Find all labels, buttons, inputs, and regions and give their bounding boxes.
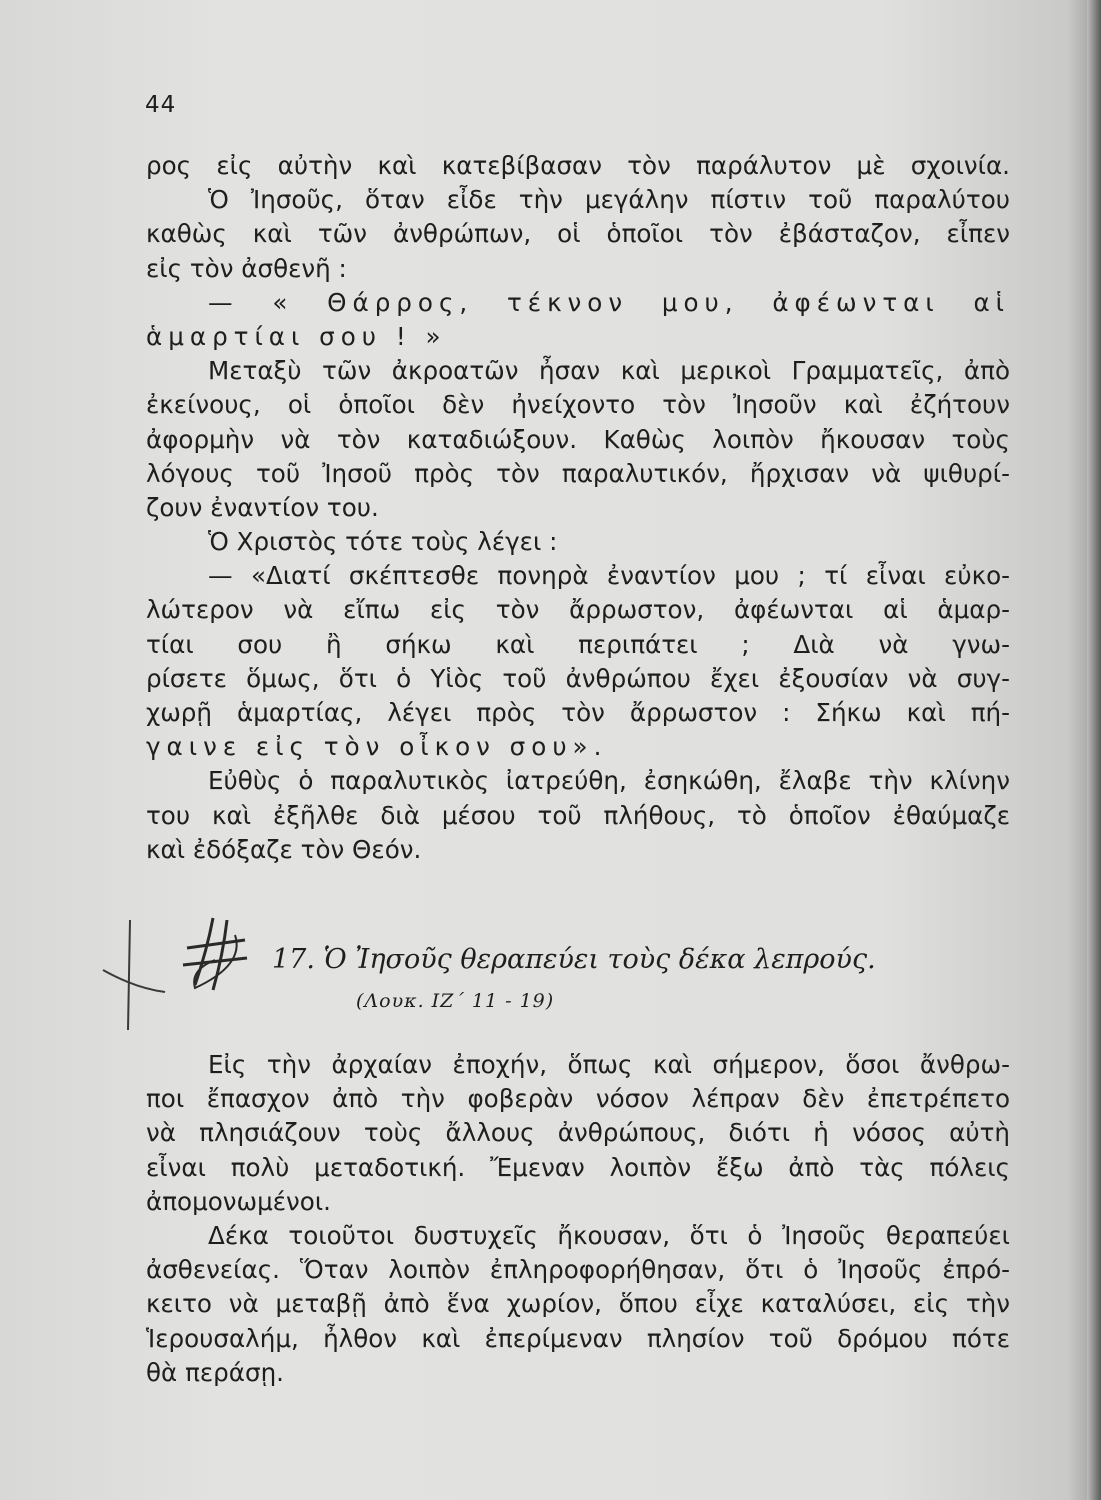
- text-line: Ὁ Ἰησοῦς, ὅταν εἶδε τὴν μεγάλην πίστιν τοῦ παραλύτου: [208, 185, 1010, 215]
- section-title: 17. Ὁ Ἰησοῦς θεραπεύει τοὺς δέκα λεπρούς.: [272, 944, 876, 975]
- text-line: Μεταξὺ τῶν ἀκροατῶν ἦσαν καὶ μερικοὶ Γραμματεῖς, ἀπὸ: [208, 356, 1010, 386]
- text-line: ἁμαρτίαι σου ! »: [146, 321, 447, 351]
- book-spine-shadow: [1087, 0, 1101, 1500]
- text-line: κειτο νὰ μεταβῇ ἀπὸ ἕνα χωρίον, ὅπου εἶχε καταλύσει, εἰς τὴν: [146, 1289, 1010, 1319]
- text-line: ἀπομονωμένοι.: [146, 1186, 331, 1216]
- text-line: καὶ ἐδόξαζε τὸν Θεόν.: [146, 834, 422, 864]
- text-line: θὰ περάσῃ.: [146, 1357, 284, 1387]
- text-line: — « Θάρρος, τέκνον μου, ἀφέωνται αἱ: [208, 287, 1010, 317]
- text-line: Εἰς τὴν ἀρχαίαν ἐποχήν, ὅπως καὶ σήμερον, ὅσοι ἄνθρω-: [208, 1050, 1010, 1079]
- text-line: ἀσθενείας. Ὅταν λοιπὸν ἐπληροφορήθησαν, ὅτι ὁ Ἰησοῦς ἐπρό-: [146, 1255, 1010, 1285]
- text-line: ποι ἔπασχον ἀπὸ τὴν φοβερὰν νόσον λέπραν δὲν ἐπετρέπετο: [146, 1084, 1010, 1114]
- text-line: Ἱερουσαλήμ, ἦλθον καὶ ἐπερίμεναν πλησίον τοῦ δρόμου πότε: [146, 1323, 1010, 1353]
- text-line: ἀφορμὴν νὰ τὸν καταδιώξουν. Καθὼς λοιπὸν ἤκουσαν τοὺς: [146, 424, 1010, 454]
- text-line: Δέκα τοιοῦτοι δυστυχεῖς ἤκουσαν, ὅτι ὁ Ἰησοῦς θεραπεύει: [208, 1220, 1010, 1250]
- text-line: εἶναι πολὺ μεταδοτική. Ἔμεναν λοιπὸν ἔξω ἀπὸ τὰς πόλεις: [146, 1152, 1010, 1182]
- text-line: Εὐθὺς ὁ παραλυτικὸς ἰατρεύθη, ἐσηκώθη, ἔλαβε τὴν κλίνην: [208, 766, 1010, 796]
- text-line: καθὼς καὶ τῶν ἀνθρώπων, οἱ ὁποῖοι τὸν ἐβάσταζον, εἶπεν: [146, 219, 1010, 249]
- handwritten-mark: [95, 910, 265, 1035]
- text-line: ρος εἰς αὐτὴν καὶ κατεβίβασαν τὸν παράλυτον μὲ σχοινία.: [146, 151, 1010, 180]
- text-line: τίαι σου ἢ σήκω καὶ περιπάτει ; Διὰ νὰ γνω-: [146, 629, 1010, 659]
- text-line: του καὶ ἐξῆλθε διὰ μέσου τοῦ πλήθους, τὸ ὁποῖον ἐθαύμαζε: [146, 800, 1010, 830]
- text-line: λόγους τοῦ Ἰησοῦ πρὸς τὸν παραλυτικόν, ἤρχισαν νὰ ψιθυρί-: [146, 458, 1010, 488]
- section-reference: (Λουκ. ΙΖ΄ 11 - 19): [356, 990, 555, 1012]
- text-line: ζουν ἐναντίον του.: [146, 492, 379, 522]
- text-block-top: [146, 149, 1010, 867]
- text-line: χωρῇ ἁμαρτίας, λέγει πρὸς τὸν ἄρρωστον : Σήκω καὶ πή-: [146, 698, 1010, 727]
- text-line: ἐκείνους, οἱ ὁποῖοι δὲν ἠνείχοντο τὸν Ἰησοῦν καὶ ἐζήτουν: [146, 390, 1010, 420]
- text-line: — «Διατί σκέπτεσθε πονηρὰ ἐναντίον μου ; τί εἶναι εὐκο-: [208, 561, 1010, 591]
- text-line: γαινε εἰς τὸν οἶκον σου».: [146, 732, 608, 762]
- text-line: Ὁ Χριστὸς τότε τοὺς λέγει :: [208, 527, 558, 557]
- text-line: λώτερον νὰ εἴπω εἰς τὸν ἄρρωστον, ἀφέωνται αἱ ἁμαρ-: [146, 595, 1010, 625]
- page-number: 44: [145, 92, 177, 118]
- text-line: νὰ πλησιάζουν τοὺς ἄλλους ἀνθρώπους, διότι ἡ νόσος αὐτὴ: [146, 1118, 1010, 1148]
- text-block-bottom: [146, 1048, 1010, 1390]
- text-line: ρίσετε ὅμως, ὅτι ὁ Υἱὸς τοῦ ἀνθρώπου ἔχει ἐξουσίαν νὰ συγ-: [146, 663, 1010, 693]
- text-line: εἰς τὸν ἀσθενῆ :: [146, 253, 347, 283]
